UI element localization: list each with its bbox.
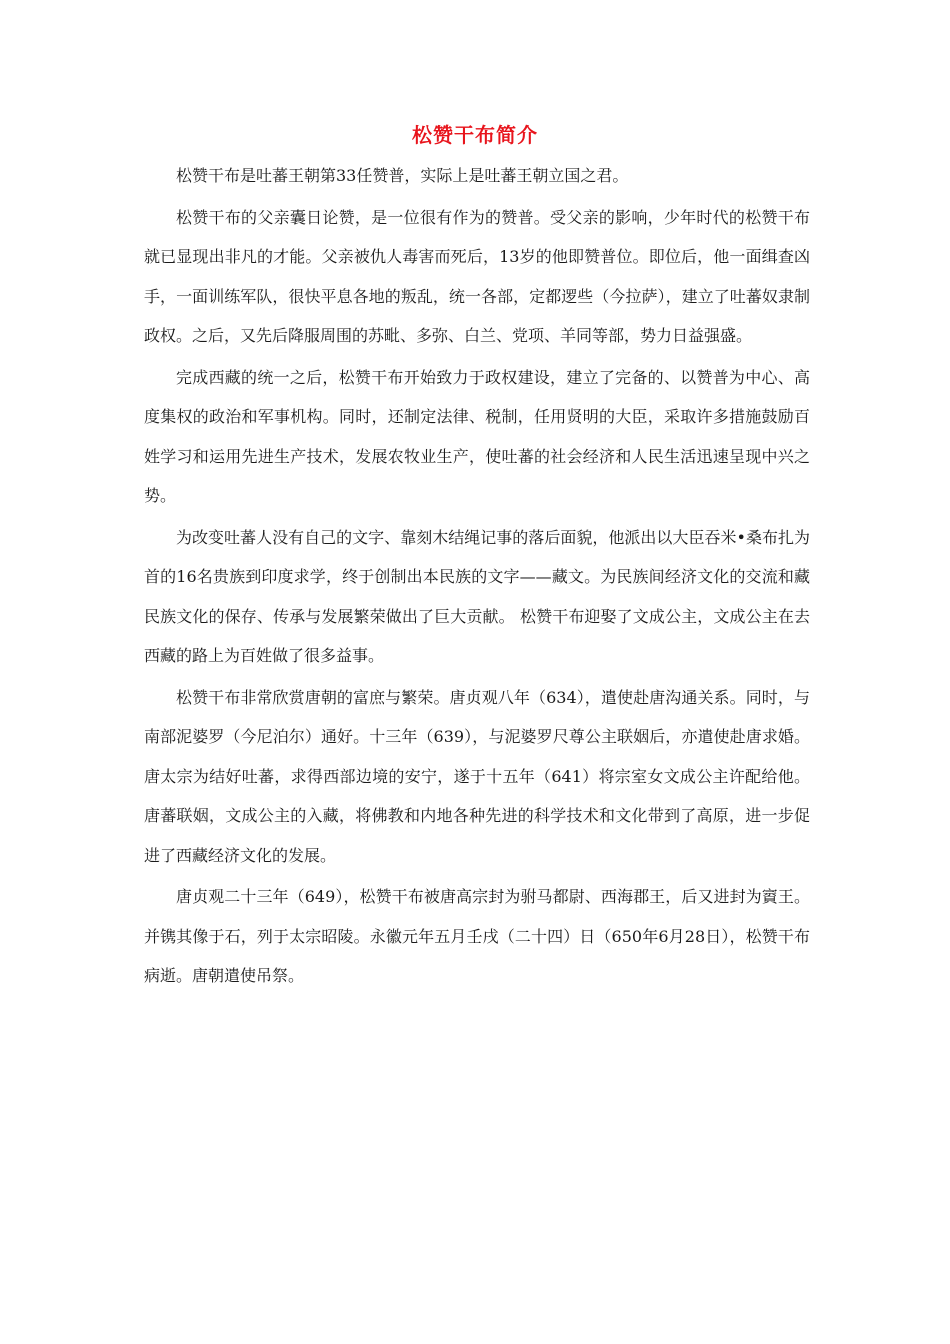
paragraph-intro: 松赞干布是吐蕃王朝第33任赞普，实际上是吐蕃王朝立国之君。 [176,166,629,185]
paragraph-tang-relations: 松赞干布非常欣赏唐朝的富庶与繁荣。唐贞观八年（634），遣使赴唐沟通关系。同时，与南部泥婆罗（今尼泊尔）通好。十三年（639），与泥婆罗尺尊公主联姻后，亦遣使赴唐求婚。唐太宗为结好吐蕃，求得西部边境的安宁，遂于十五年（641）将宗室女文成公主许配给他。唐蕃联姻，文成公主的入藏，将佛教和内地各种先进的科学技术和文化带到了高原，进一步促进了西藏经济文化的发展。 [144,687,810,865]
paragraph-governance: 完成西藏的统一之后，松赞干布开始致力于政权建设，建立了完备的、以赞普为中心、高度集权的政治和军事机构。同时，还制定法律、税制，任用贤明的大臣，采取许多措施鼓励百姓学习和运用先进生产技术，发展农牧业生产，使吐蕃的社会经济和人民生活迅速呈现中兴之势。 [144,367,810,505]
paragraph-tibetan-script: 为改变吐蕃人没有自己的文字、靠刻木结绳记事的落后面貌，他派出以大臣吞米•桑布扎为首的16名贵族到印度求学，终于创制出本民族的文字——藏文。为民族间经济文化的交流和藏民族文化的保存、传承与发展繁荣做出了巨大贡献。 松赞干布迎娶了文成公主，文成公主在去西藏的路上为百姓做了很多益事。 [144,527,810,665]
document-body [144,156,810,998]
document-title: 松赞干布简介 [412,123,538,147]
paragraph-death: 唐贞观二十三年（649），松赞干布被唐高宗封为驸马都尉、西海郡王，后又进封为賨王。并镌其像于石，列于太宗昭陵。永徽元年五月壬戌（二十四）日（650年6月28日），松赞干布病逝。唐朝遣使吊祭。 [144,887,810,985]
paragraph-early-life: 松赞干布的父亲囊日论赞，是一位很有作为的赞普。受父亲的影响，少年时代的松赞干布就已显现出非凡的才能。父亲被仇人毒害而死后，13岁的他即赞普位。即位后，他一面缉查凶手，一面训练军队，很快平息各地的叛乱，统一各部，定都逻些（今拉萨），建立了吐蕃奴隶制政权。之后，又先后降服周围的苏毗、多弥、白兰、党项、羊同等部，势力日益强盛。 [144,207,810,345]
